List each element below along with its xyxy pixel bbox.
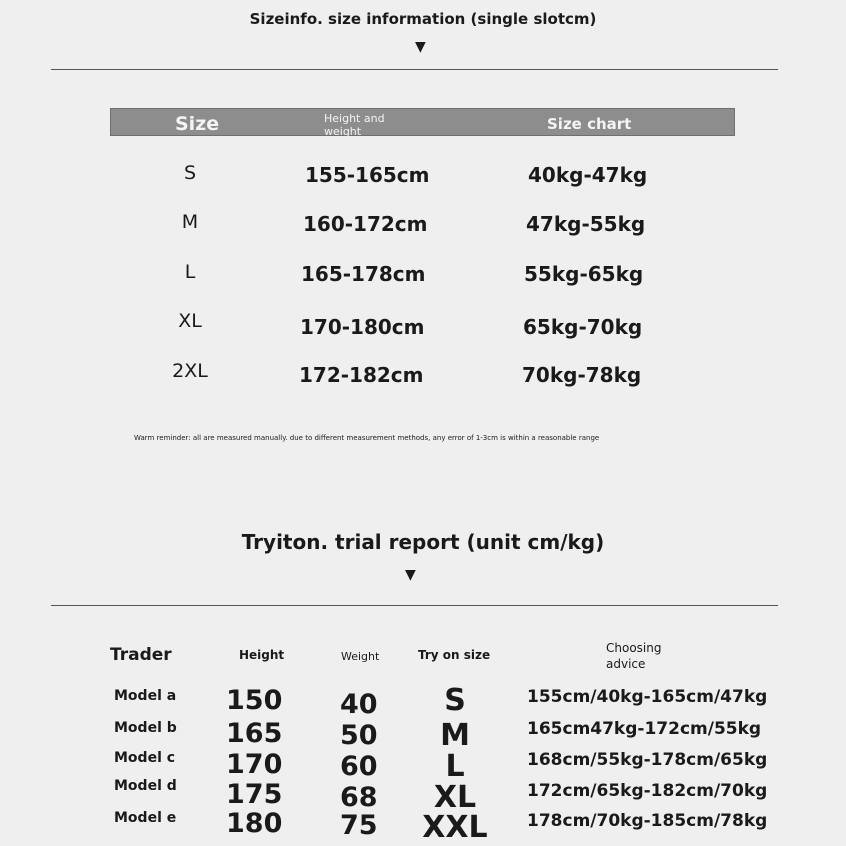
model-name: Model e — [114, 810, 177, 826]
model-name: Model d — [114, 778, 177, 794]
model-try-on-size: L — [445, 749, 465, 784]
section-divider — [51, 69, 778, 70]
size-row-weight: 65kg-70kg — [523, 315, 643, 339]
model-name: Model a — [114, 688, 177, 704]
size-row-size: S — [183, 162, 197, 184]
size-row-weight: 70kg-78kg — [522, 363, 642, 387]
size-row-height: 172-182cm — [299, 363, 424, 387]
model-weight: 68 — [340, 782, 378, 813]
header-size: Size — [175, 113, 220, 135]
header-height: Height — [239, 648, 285, 662]
model-try-on-size: XXL — [422, 810, 488, 845]
size-row-size: M — [181, 211, 199, 233]
size-row-size: XL — [178, 310, 202, 332]
size-row-height: 165-178cm — [301, 262, 426, 286]
model-choosing-advice: 168cm/55kg-178cm/65kg — [527, 750, 768, 770]
model-weight: 60 — [340, 751, 378, 782]
model-name: Model b — [114, 720, 177, 736]
header-try-on-size: Try on size — [418, 648, 491, 662]
model-choosing-advice: 165cm47kg-172cm/55kg — [527, 719, 762, 739]
model-name: Model c — [114, 750, 176, 766]
model-choosing-advice: 172cm/65kg-182cm/70kg — [527, 781, 768, 801]
measurement-note: Warm reminder: all are measured manually. due to different measurement methods, any error of 1-3cm is within a reasonable range — [134, 434, 600, 442]
section-divider — [51, 605, 778, 606]
size-row-size: L — [184, 261, 196, 283]
header-choosing-advice: Choosing advice — [606, 641, 662, 671]
down-triangle-icon: ▼ — [415, 39, 426, 55]
size-row-weight: 47kg-55kg — [526, 212, 646, 236]
model-height: 175 — [226, 779, 283, 810]
header-weight: Weight — [341, 650, 380, 663]
header-trader: Trader — [110, 645, 172, 665]
model-height: 170 — [226, 749, 283, 780]
model-height: 165 — [226, 718, 283, 749]
model-choosing-advice: 178cm/70kg-185cm/78kg — [527, 811, 768, 831]
model-try-on-size: XL — [433, 780, 477, 815]
model-height: 150 — [226, 685, 283, 716]
model-weight: 50 — [340, 720, 378, 751]
size-row-height: 155-165cm — [305, 163, 430, 187]
model-weight: 75 — [340, 810, 378, 841]
size-row-height: 170-180cm — [300, 315, 425, 339]
down-triangle-icon: ▼ — [405, 567, 416, 583]
model-choosing-advice: 155cm/40kg-165cm/47kg — [527, 687, 768, 707]
size-row-weight: 55kg-65kg — [524, 262, 644, 286]
size-row-size: 2XL — [172, 360, 208, 382]
header-height-weight: Height and weight — [324, 112, 385, 138]
model-height: 180 — [226, 808, 283, 839]
size-row-weight: 40kg-47kg — [528, 163, 648, 187]
header-size-chart: Size chart — [547, 115, 632, 133]
size-info-title: Sizeinfo. size information (single slotcm) — [249, 10, 597, 28]
model-weight: 40 — [340, 689, 378, 720]
trial-report-title: Tryiton. trial report (unit cm/kg) — [241, 530, 605, 554]
model-try-on-size: M — [440, 718, 470, 753]
size-row-height: 160-172cm — [303, 212, 428, 236]
model-try-on-size: S — [444, 683, 466, 718]
